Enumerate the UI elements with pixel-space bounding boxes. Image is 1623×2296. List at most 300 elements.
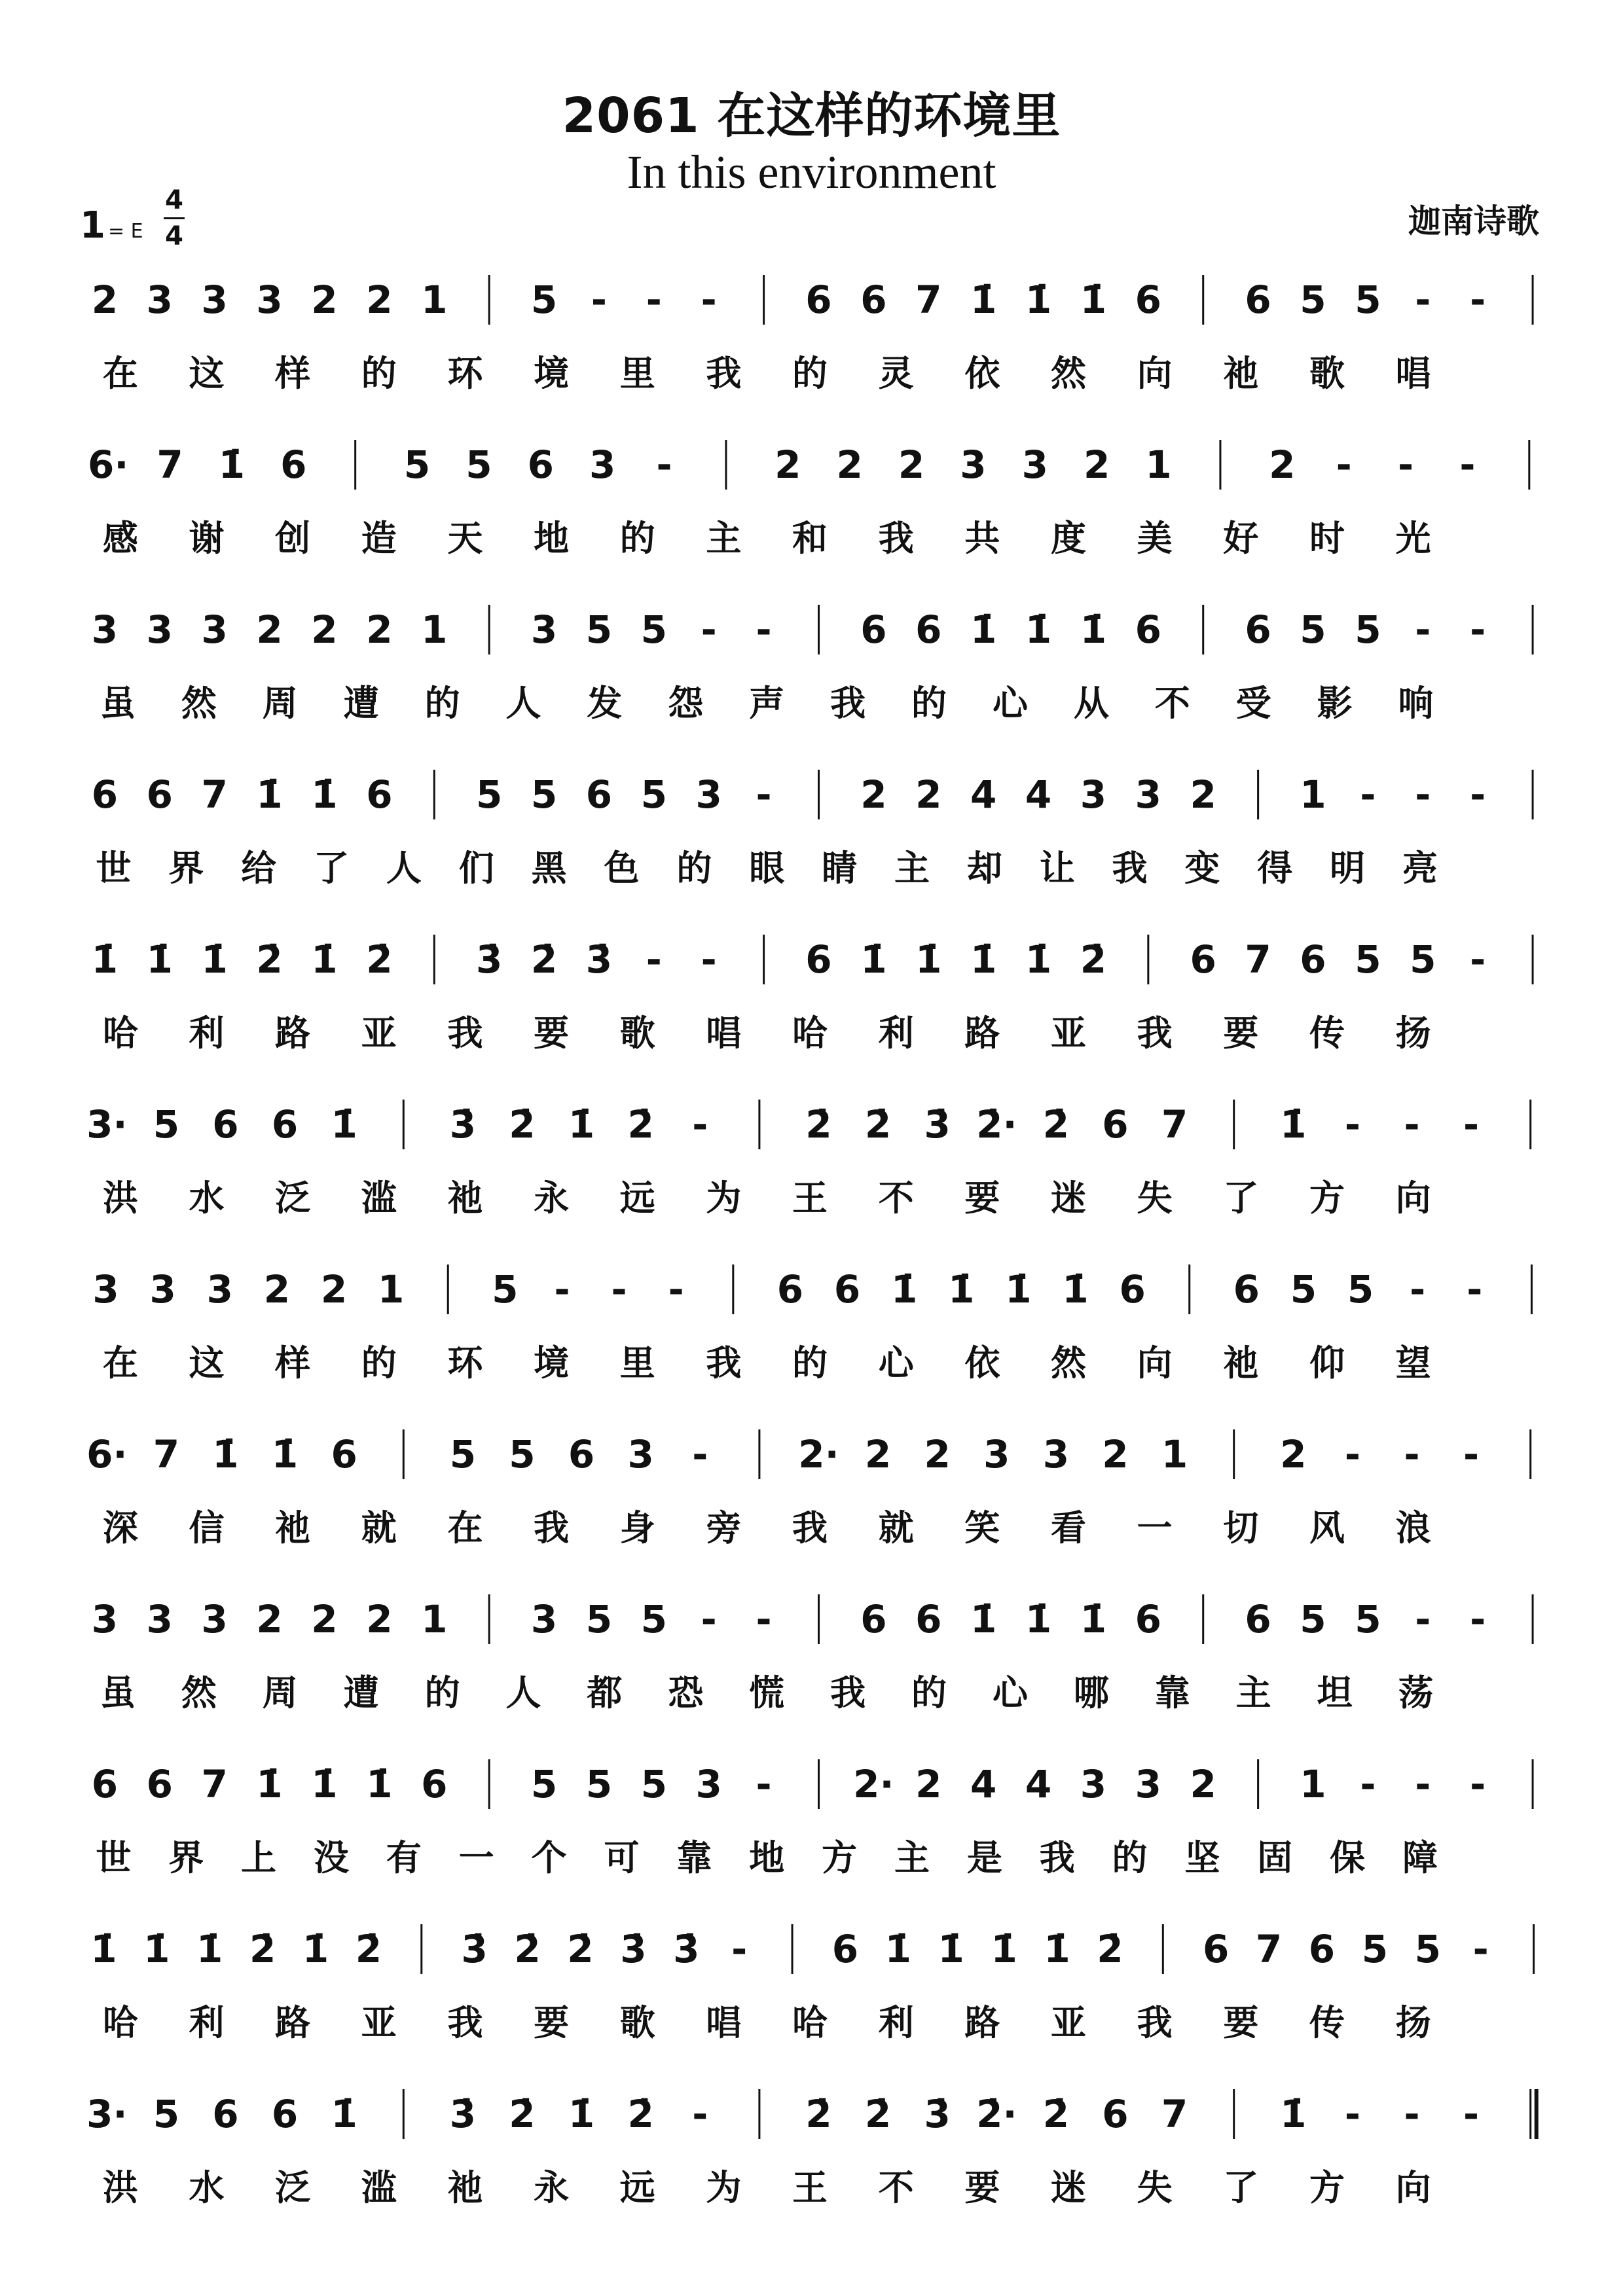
lyric-syllable: 创 (275, 518, 311, 559)
note: 1̇ (212, 1432, 239, 1477)
note: 2̇ (509, 1102, 536, 1147)
note: 1̇ (970, 607, 997, 652)
lyric-syllable: 失 (1137, 2167, 1173, 2208)
note: 3 (695, 1762, 722, 1806)
note: 5 (1414, 1927, 1441, 1971)
note: 6 (271, 1102, 299, 1147)
lyric-syllable: 亚 (361, 1013, 397, 1054)
lyric-syllable: 从 (1073, 683, 1109, 724)
note: 3· (86, 2092, 128, 2136)
dash-hold: - (1415, 607, 1431, 652)
lyric-syllable: 我 (1137, 2002, 1173, 2043)
dash-hold: - (692, 1102, 708, 1147)
lyric-syllable: 灵 (878, 353, 914, 394)
lyric-syllable: 却 (966, 848, 1002, 889)
dash-hold: - (1360, 772, 1376, 817)
lyric-syllable: 唱 (1395, 353, 1431, 394)
lyric-syllable: 亮 (1402, 848, 1438, 889)
note: 6 (585, 772, 613, 817)
dash-hold: - (701, 278, 717, 322)
note: 3̇ (449, 1102, 477, 1147)
note: 1̇ (256, 1762, 283, 1806)
lyric-syllable: 我 (830, 683, 866, 724)
note: 3· (86, 1102, 128, 1147)
dash-hold: - (1398, 442, 1414, 487)
note: 1̇ (1025, 607, 1052, 652)
note: 6 (1245, 1597, 1271, 1641)
note: 6 (212, 2092, 239, 2136)
note: 7 (201, 772, 228, 817)
note: 2̇ (355, 1927, 382, 1971)
note: 6 (860, 1597, 887, 1641)
note: 2 (311, 1597, 338, 1641)
note: 1 (421, 607, 448, 652)
note: 1̇ (1025, 1597, 1052, 1641)
note: 6 (146, 772, 173, 817)
note: 2 (915, 772, 942, 817)
lyric-syllable: 依 (964, 1342, 1000, 1384)
lyric-syllable: 的 (911, 1672, 947, 1713)
note: 7 (1161, 1102, 1188, 1147)
lyric-syllable: 周 (262, 1672, 298, 1713)
note: 1̇ (1025, 278, 1052, 322)
lyric-syllable: 好 (1223, 518, 1259, 559)
lyric-syllable: 一 (1137, 1507, 1173, 1549)
note: 5 (1300, 1597, 1326, 1641)
lyric-syllable: 滥 (361, 2167, 397, 2208)
lyric-syllable: 我 (447, 1013, 483, 1054)
note: 3 (530, 607, 558, 652)
lyric-syllable: 样 (275, 353, 311, 394)
note: 7 (156, 442, 183, 487)
lyric-syllable: 水 (189, 1177, 225, 1219)
dash-hold: - (756, 1762, 772, 1806)
note: 2̇ (627, 1102, 654, 1147)
note: 2· (798, 1432, 839, 1477)
note: 6 (915, 607, 942, 652)
note: 5 (640, 772, 667, 817)
lyric-syllable: 上 (241, 1837, 277, 1878)
lyric-syllable: 响 (1398, 683, 1434, 724)
lyric-syllable: 扬 (1395, 2002, 1431, 2043)
note: 2 (366, 278, 393, 322)
lyric-syllable: 的 (361, 353, 397, 394)
note: 1 (421, 278, 448, 322)
note: 2̇· (976, 2092, 1017, 2136)
lyric-syllable: 要 (964, 1177, 1000, 1219)
note: 6 (366, 772, 393, 817)
lyric-syllable: 泛 (275, 1177, 311, 1219)
note: 3 (695, 772, 722, 817)
notation-line (77, 1263, 1560, 1316)
note: 2 (366, 607, 393, 652)
lyric-syllable: 我 (878, 518, 914, 559)
note: 6 (1119, 1267, 1146, 1312)
note: 3 (1135, 1762, 1161, 1806)
lyric-syllable: 地 (749, 1837, 785, 1878)
lyric-syllable: 要 (534, 1013, 570, 1054)
dash-hold: - (554, 1267, 570, 1312)
note: 6 (831, 1927, 859, 1971)
dash-hold: - (692, 1432, 708, 1477)
dash-hold: - (701, 937, 717, 982)
note: 3 (256, 278, 283, 322)
lyric-syllable: 靠 (1154, 1672, 1190, 1713)
note: 4 (1025, 772, 1052, 817)
note: 1̇ (938, 1927, 964, 1971)
lyric-syllable: 我 (830, 1672, 866, 1713)
note: 5 (449, 1432, 477, 1477)
dash-hold: - (1415, 1597, 1431, 1641)
lyric-syllable: 路 (964, 1013, 1000, 1054)
lyric-syllable: 界 (168, 848, 204, 889)
lyric-syllable: 了 (1223, 2167, 1259, 2208)
dash-hold: - (1344, 1102, 1360, 1147)
lyric-syllable: 人 (505, 1672, 541, 1713)
notation-line (77, 274, 1560, 326)
lyric-syllable: 里 (619, 353, 655, 394)
note: 1̇ (311, 937, 338, 982)
note: 1̇ (302, 1927, 329, 1971)
note: 6 (91, 1762, 119, 1806)
lyric-syllable: 遭 (343, 1672, 379, 1713)
lyric-syllable: 向 (1137, 353, 1173, 394)
note: 5 (153, 1102, 180, 1147)
key-signature (80, 204, 143, 247)
note: 6 (860, 607, 887, 652)
dash-hold: - (611, 1267, 627, 1312)
lyric-syllable: 保 (1330, 1837, 1366, 1878)
dash-hold: - (1470, 607, 1486, 652)
note: 2 (1084, 442, 1110, 487)
note: 7 (915, 278, 942, 322)
note: 2 (775, 442, 801, 487)
note: 3 (146, 607, 173, 652)
note: 6 (1135, 1597, 1161, 1641)
note: 6 (1135, 607, 1161, 652)
lyric-syllable: 地 (534, 518, 570, 559)
note: 2 (836, 442, 863, 487)
notation-line (77, 603, 1560, 656)
note: 2̇ (805, 1102, 832, 1147)
note: 1̇ (311, 772, 338, 817)
note: 5 (585, 607, 613, 652)
note: 1̇ (991, 1927, 1017, 1971)
note: 3 (92, 1267, 119, 1312)
lyric-syllable: 利 (878, 2002, 914, 2043)
lyric-syllable: 为 (706, 1177, 742, 1219)
lyric-syllable: 心 (992, 683, 1028, 724)
note: 5 (403, 442, 431, 487)
lyric-syllable: 样 (275, 1342, 311, 1384)
lyric-syllable: 的 (424, 1672, 460, 1713)
note: 1 (1145, 442, 1172, 487)
lyric-syllable: 周 (262, 683, 298, 724)
time-signature (161, 185, 187, 252)
dash-hold: - (1415, 278, 1431, 322)
note: 3 (146, 1597, 173, 1641)
note: 4 (970, 772, 997, 817)
lyric-syllable: 方 (1309, 2167, 1345, 2208)
lyrics-line (77, 1175, 1560, 1221)
lyrics-line (77, 1011, 1560, 1056)
lyric-syllable: 向 (1137, 1342, 1173, 1384)
lyric-syllable: 我 (1039, 1837, 1075, 1878)
dash-hold: - (1463, 1102, 1480, 1147)
note: 1̇ (1005, 1267, 1032, 1312)
note: 1̇ (948, 1267, 975, 1312)
note: 2 (91, 278, 119, 322)
note: 1̇ (196, 1927, 223, 1971)
lyric-syllable: 信 (189, 1507, 225, 1549)
lyric-syllable: 切 (1223, 1507, 1259, 1549)
lyric-syllable: 哈 (102, 1013, 138, 1054)
lyric-syllable: 睛 (822, 848, 858, 889)
dash-hold: - (1472, 1927, 1489, 1971)
note: 4 (970, 1762, 997, 1806)
lyric-syllable: 黑 (531, 848, 567, 889)
dash-hold: - (1463, 2092, 1480, 2136)
lyric-syllable: 然 (1051, 353, 1086, 394)
dash-hold: - (1344, 2092, 1360, 2136)
note: 1̇ (1025, 937, 1052, 982)
lyric-syllable: 哈 (792, 2002, 828, 2043)
lyrics-line (77, 2165, 1560, 2211)
lyric-syllable: 慌 (749, 1672, 785, 1713)
note: 6 (280, 442, 307, 487)
lyric-syllable: 世 (96, 1837, 132, 1878)
lyric-syllable: 人 (505, 683, 541, 724)
dash-hold: - (1404, 1102, 1420, 1147)
lyric-syllable: 在 (102, 1342, 138, 1384)
lyric-syllable: 受 (1235, 683, 1271, 724)
lyrics-line (77, 1670, 1560, 1716)
lyric-syllable: 歌 (1309, 353, 1345, 394)
note: 1̇ (256, 772, 283, 817)
note: 6 (271, 2092, 299, 2136)
dash-hold: - (692, 2092, 708, 2136)
note: 6 (1102, 1102, 1129, 1147)
lyric-syllable: 眼 (749, 848, 785, 889)
note: 1̇ (1080, 1597, 1107, 1641)
note: 1̇ (568, 2092, 595, 2136)
note: 5 (153, 2092, 180, 2136)
lyric-syllable: 我 (706, 1342, 742, 1384)
lyric-syllable: 就 (361, 1507, 397, 1549)
lyric-syllable: 永 (534, 1177, 570, 1219)
note: 6· (86, 1432, 128, 1477)
note: 5 (1300, 278, 1326, 322)
lyric-syllable: 障 (1402, 1837, 1438, 1878)
note: 1̇ (366, 1762, 393, 1806)
note: 7 (201, 1762, 228, 1806)
lyric-syllable: 歌 (619, 1013, 655, 1054)
note: 3̇ (585, 937, 613, 982)
lyric-syllable: 荡 (1398, 1672, 1434, 1713)
dash-hold: - (1404, 1432, 1420, 1477)
lyric-syllable: 们 (458, 848, 494, 889)
lyric-syllable: 然 (1051, 1342, 1086, 1384)
note: 7 (1255, 1927, 1283, 1971)
lyric-syllable: 笑 (964, 1507, 1000, 1549)
lyric-syllable: 望 (1395, 1342, 1431, 1384)
note: 6 (1190, 937, 1216, 982)
lyric-syllable: 泛 (275, 2167, 311, 2208)
note: 5 (640, 1597, 667, 1641)
note: 6 (527, 442, 554, 487)
song-title: 2061 在这样的环境里 (562, 88, 1061, 144)
lyric-syllable: 亚 (1051, 1013, 1086, 1054)
lyric-syllable: 在 (102, 353, 138, 394)
note: 5 (530, 772, 558, 817)
lyric-syllable: 遭 (343, 683, 379, 724)
dash-hold: - (1467, 1267, 1483, 1312)
note: 1 (1300, 772, 1326, 817)
dash-hold: - (1336, 442, 1352, 487)
lyric-syllable: 洪 (102, 2167, 138, 2208)
lyric-syllable: 迷 (1051, 1177, 1086, 1219)
note: 1̇ (1044, 1927, 1070, 1971)
note: 1 (377, 1267, 405, 1312)
note: 3̇ (461, 1927, 488, 1971)
note: 2 (311, 278, 338, 322)
dash-hold: - (756, 1597, 772, 1641)
note: 6 (1102, 2092, 1129, 2136)
lyric-syllable: 不 (878, 1177, 914, 1219)
note: 2̇· (976, 1102, 1017, 1147)
note: 2 (320, 1267, 348, 1312)
note: 2̇ (1097, 1927, 1123, 1971)
song-subtitle: In this environment (627, 146, 996, 198)
lyric-syllable: 利 (878, 1013, 914, 1054)
lyric-syllable: 永 (534, 2167, 570, 2208)
note: 3 (1021, 442, 1048, 487)
lyric-syllable: 远 (619, 1177, 655, 1219)
lyric-syllable: 方 (822, 1837, 858, 1878)
lyric-syllable: 造 (361, 518, 397, 559)
lyric-syllable: 亚 (361, 2002, 397, 2043)
notation-line (77, 768, 1560, 821)
note: 1̇ (1062, 1267, 1089, 1312)
lyric-syllable: 给 (241, 848, 277, 889)
lyric-syllable: 主 (706, 518, 742, 559)
lyric-syllable: 向 (1395, 1177, 1431, 1219)
note: 2̇ (249, 1927, 276, 1971)
note: 2̇ (530, 937, 558, 982)
lyrics-line (77, 1340, 1560, 1386)
note: 7 (153, 1432, 180, 1477)
note: 5 (1300, 607, 1326, 652)
note: 5 (585, 1762, 613, 1806)
lyric-syllable: 迷 (1051, 2167, 1086, 2208)
lyric-syllable: 路 (964, 2002, 1000, 2043)
lyric-syllable: 风 (1309, 1507, 1345, 1549)
lyric-syllable: 声 (749, 683, 785, 724)
note: 5 (1355, 607, 1381, 652)
note: 5 (1355, 278, 1381, 322)
lyric-syllable: 哪 (1073, 1672, 1109, 1713)
note: 1̇ (218, 442, 246, 487)
note: 1̇ (331, 2092, 357, 2136)
lyric-syllable: 有 (386, 1837, 422, 1878)
lyric-syllable: 我 (447, 2002, 483, 2043)
note: 1̇ (146, 937, 173, 982)
lyric-syllable: 境 (534, 1342, 570, 1384)
note: 3 (627, 1432, 654, 1477)
lyric-syllable: 的 (792, 353, 828, 394)
note: 6 (1245, 278, 1271, 322)
time-top: 4 (165, 185, 183, 215)
note: 2̇ (366, 937, 393, 982)
lyric-syllable: 共 (964, 518, 1000, 559)
dash-hold: - (591, 278, 607, 322)
note: 6 (860, 278, 887, 322)
lyric-syllable: 歌 (619, 2002, 655, 2043)
lyric-syllable: 让 (1039, 848, 1075, 889)
lyric-syllable: 人 (386, 848, 422, 889)
lyric-syllable: 王 (792, 2167, 828, 2208)
note: 3̇ (449, 2092, 477, 2136)
lyric-syllable: 个 (531, 1837, 567, 1878)
dash-hold: - (646, 278, 662, 322)
lyric-syllable: 在 (447, 1507, 483, 1549)
dash-hold: - (646, 937, 662, 982)
note: 5 (475, 772, 503, 817)
note: 1̇ (1080, 607, 1107, 652)
notation-line (77, 1758, 1560, 1810)
note: 1̇ (143, 1927, 170, 1971)
note: 3 (201, 278, 228, 322)
lyric-syllable: 亚 (1051, 2002, 1086, 2043)
lyric-syllable: 固 (1257, 1837, 1293, 1878)
note: 6 (776, 1267, 804, 1312)
lyric-syllable: 要 (1223, 1013, 1259, 1054)
note: 1̇ (201, 937, 228, 982)
lyrics-line (77, 1835, 1560, 1881)
note: 1̇ (1080, 278, 1107, 322)
lyric-syllable: 色 (604, 848, 640, 889)
key-tonic: 1 (80, 204, 105, 247)
note: 3 (149, 1267, 176, 1312)
dash-hold: - (1415, 772, 1431, 817)
note: 3 (983, 1432, 1010, 1477)
note: 2̇ (805, 2092, 832, 2136)
lyric-syllable: 为 (706, 2167, 742, 2208)
lyric-syllable: 这 (189, 1342, 225, 1384)
note: 6· (87, 442, 129, 487)
note: 5 (585, 1597, 613, 1641)
lyric-syllable: 坦 (1317, 1672, 1353, 1713)
note: 6 (421, 1762, 448, 1806)
note: 3 (146, 278, 173, 322)
lyric-syllable: 就 (878, 1507, 914, 1549)
lyric-syllable: 要 (534, 2002, 570, 2043)
dash-hold: - (1470, 772, 1486, 817)
note: 7 (1161, 2092, 1188, 2136)
lyrics-line (77, 516, 1560, 562)
note: 5 (530, 1762, 558, 1806)
note: 2 (311, 607, 338, 652)
lyric-syllable: 仰 (1309, 1342, 1345, 1384)
note: 2̇ (1042, 2092, 1070, 2136)
dash-hold: - (1459, 442, 1476, 487)
lyric-syllable: 滥 (361, 1177, 397, 1219)
note: 1̇ (90, 1927, 117, 1971)
notation-line (77, 1923, 1560, 1975)
note: 6 (331, 1432, 357, 1477)
lyric-syllable: 的 (911, 683, 947, 724)
note: 2 (256, 1597, 283, 1641)
